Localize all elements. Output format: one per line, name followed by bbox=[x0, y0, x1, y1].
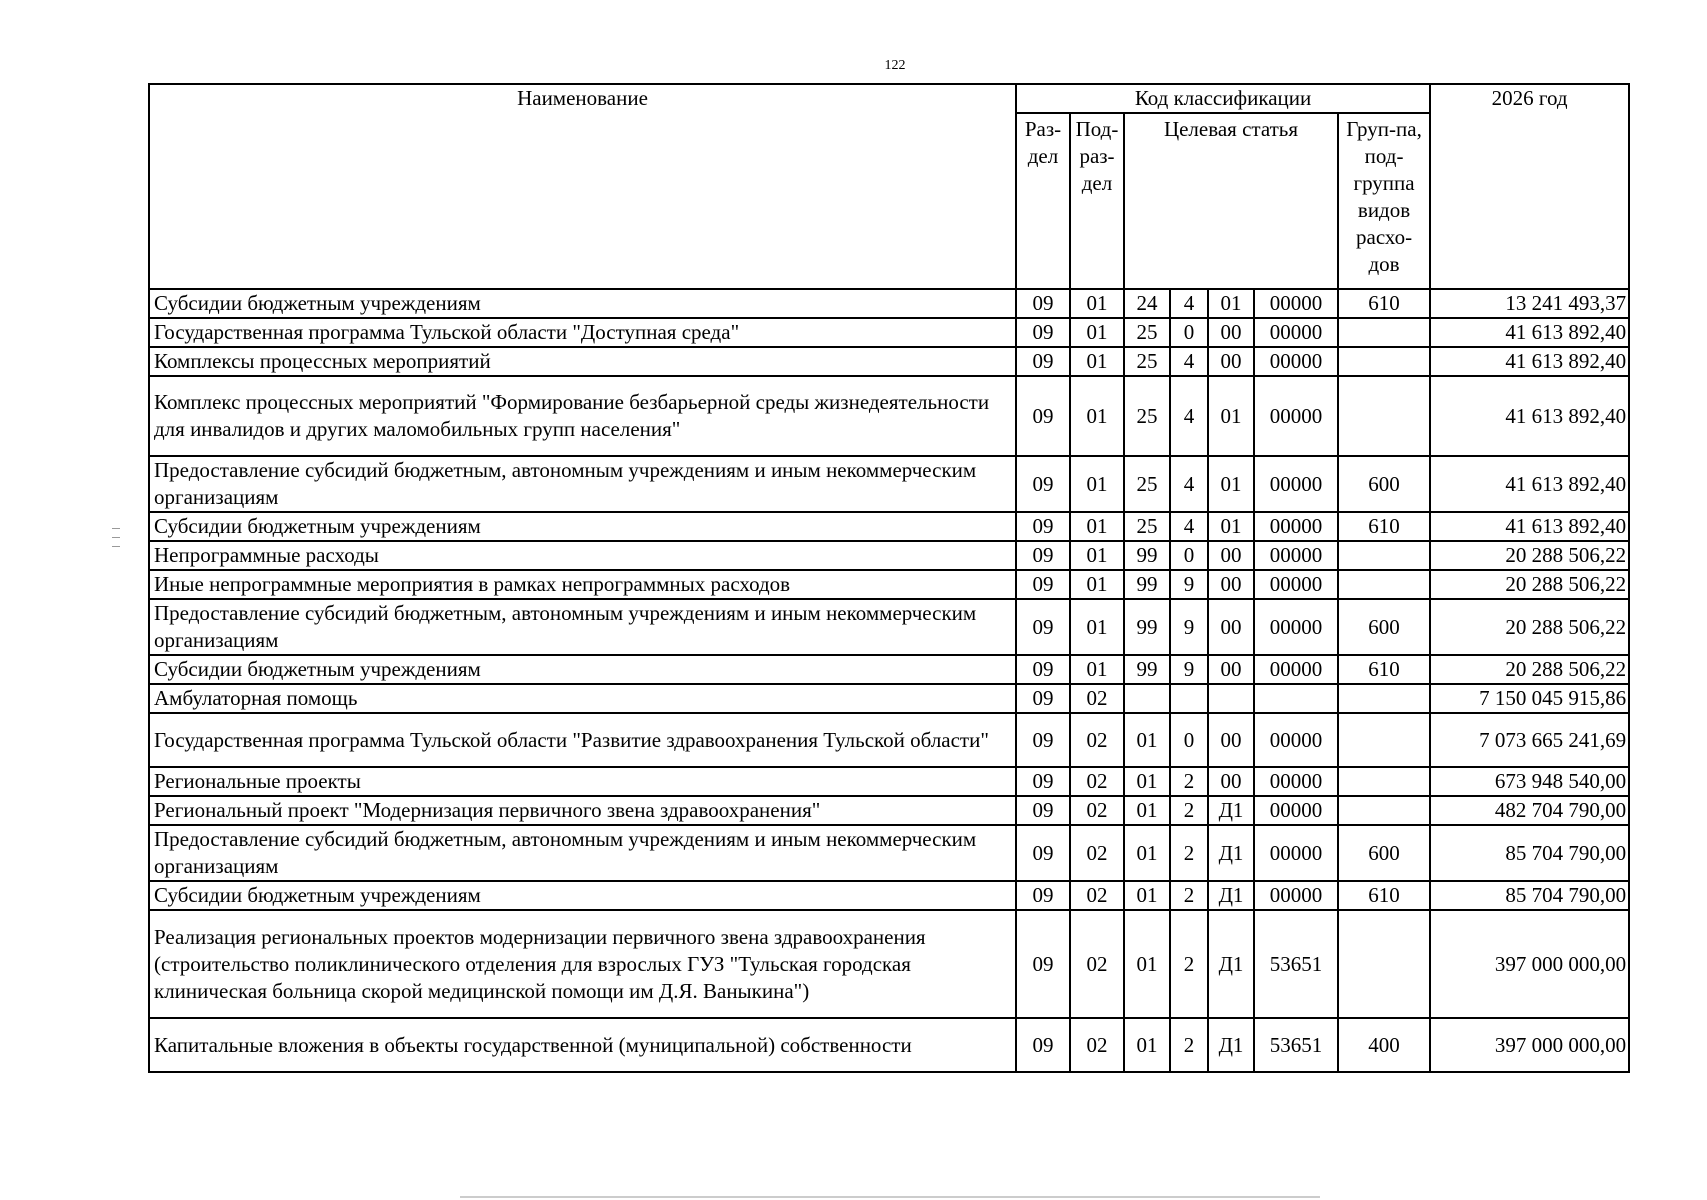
row-razdel: 09 bbox=[1016, 1018, 1070, 1072]
row-target-program: 99 bbox=[1124, 570, 1170, 599]
table-row bbox=[149, 910, 1629, 1018]
row-amount: 41 613 892,40 bbox=[1430, 318, 1629, 347]
row-amount: 20 288 506,22 bbox=[1430, 655, 1629, 684]
row-amount: 41 613 892,40 bbox=[1430, 512, 1629, 541]
row-target-direction: 53651 bbox=[1254, 910, 1338, 1018]
header-podrazdel: Под-раз-дел bbox=[1070, 113, 1124, 289]
table-row bbox=[149, 655, 1629, 684]
row-podrazdel: 02 bbox=[1070, 796, 1124, 825]
row-target-type: 4 bbox=[1170, 347, 1208, 376]
row-target-program: 01 bbox=[1124, 825, 1170, 881]
header-name: Наименование bbox=[149, 84, 1016, 289]
table-row bbox=[149, 318, 1629, 347]
row-target-direction: 00000 bbox=[1254, 456, 1338, 512]
header-target: Целевая статья bbox=[1124, 113, 1338, 289]
row-razdel: 09 bbox=[1016, 684, 1070, 713]
row-target-direction: 00000 bbox=[1254, 796, 1338, 825]
row-name: Государственная программа Тульской области "Развитие здравоохранения Тульской области" bbox=[149, 713, 1016, 767]
row-target-type: 4 bbox=[1170, 376, 1208, 456]
page-number: 122 bbox=[884, 58, 906, 73]
row-target-program: 01 bbox=[1124, 796, 1170, 825]
row-razdel: 09 bbox=[1016, 655, 1070, 684]
row-name: Предоставление субсидий бюджетным, автономным учреждениям и иным некоммерческим организациям bbox=[149, 599, 1016, 655]
row-podrazdel: 01 bbox=[1070, 376, 1124, 456]
row-target-program: 25 bbox=[1124, 347, 1170, 376]
row-target-direction: 00000 bbox=[1254, 318, 1338, 347]
table-row bbox=[149, 512, 1629, 541]
row-amount: 397 000 000,00 bbox=[1430, 910, 1629, 1018]
row-target-type: 0 bbox=[1170, 713, 1208, 767]
row-target-direction: 53651 bbox=[1254, 1018, 1338, 1072]
row-target-program: 01 bbox=[1124, 713, 1170, 767]
table-row bbox=[149, 767, 1629, 796]
row-target-item: 00 bbox=[1208, 347, 1254, 376]
row-target-type: 4 bbox=[1170, 456, 1208, 512]
row-target-program: 25 bbox=[1124, 512, 1170, 541]
row-amount: 85 704 790,00 bbox=[1430, 825, 1629, 881]
row-target-type: 9 bbox=[1170, 655, 1208, 684]
row-target-item: 00 bbox=[1208, 767, 1254, 796]
row-podrazdel: 01 bbox=[1070, 570, 1124, 599]
header-code-group: Код классификации bbox=[1016, 84, 1430, 113]
row-target-direction: 00000 bbox=[1254, 881, 1338, 910]
row-amount: 20 288 506,22 bbox=[1430, 599, 1629, 655]
row-target-direction bbox=[1254, 684, 1338, 713]
row-podrazdel: 01 bbox=[1070, 318, 1124, 347]
table-row bbox=[149, 347, 1629, 376]
row-podrazdel: 01 bbox=[1070, 347, 1124, 376]
row-razdel: 09 bbox=[1016, 376, 1070, 456]
header-razdel: Раз-дел bbox=[1016, 113, 1070, 289]
row-target-item: 00 bbox=[1208, 318, 1254, 347]
row-razdel: 09 bbox=[1016, 910, 1070, 1018]
row-name: Региональный проект "Модернизация первичного звена здравоохранения" bbox=[149, 796, 1016, 825]
row-expense-group bbox=[1338, 713, 1430, 767]
row-amount: 85 704 790,00 bbox=[1430, 881, 1629, 910]
row-expense-group bbox=[1338, 570, 1430, 599]
row-razdel: 09 bbox=[1016, 881, 1070, 910]
row-expense-group bbox=[1338, 767, 1430, 796]
row-amount: 13 241 493,37 bbox=[1430, 289, 1629, 318]
row-target-program: 01 bbox=[1124, 1018, 1170, 1072]
row-target-item: 00 bbox=[1208, 570, 1254, 599]
row-target-item: 01 bbox=[1208, 376, 1254, 456]
row-target-direction: 00000 bbox=[1254, 767, 1338, 796]
row-target-item: Д1 bbox=[1208, 825, 1254, 881]
row-target-direction: 00000 bbox=[1254, 599, 1338, 655]
row-amount: 20 288 506,22 bbox=[1430, 570, 1629, 599]
row-razdel: 09 bbox=[1016, 289, 1070, 318]
budget-table bbox=[148, 83, 1630, 1073]
table-row bbox=[149, 881, 1629, 910]
row-target-item: Д1 bbox=[1208, 1018, 1254, 1072]
row-podrazdel: 01 bbox=[1070, 655, 1124, 684]
row-target-program: 01 bbox=[1124, 767, 1170, 796]
row-podrazdel: 02 bbox=[1070, 825, 1124, 881]
table-row bbox=[149, 541, 1629, 570]
row-target-item: 00 bbox=[1208, 655, 1254, 684]
row-razdel: 09 bbox=[1016, 825, 1070, 881]
table-row bbox=[149, 456, 1629, 512]
row-target-item: Д1 bbox=[1208, 910, 1254, 1018]
table-row bbox=[149, 825, 1629, 881]
row-name: Субсидии бюджетным учреждениям bbox=[149, 881, 1016, 910]
table-row bbox=[149, 376, 1629, 456]
row-target-item: 00 bbox=[1208, 713, 1254, 767]
row-name: Реализация региональных проектов модернизации первичного звена здравоохранения (строительство поликлинического отделения для взрослых ГУЗ "Тульская городская клиническая больница скорой медицинской помощи им Д.Я. Ваныкина") bbox=[149, 910, 1016, 1018]
row-target-program: 99 bbox=[1124, 655, 1170, 684]
row-expense-group bbox=[1338, 347, 1430, 376]
row-razdel: 09 bbox=[1016, 456, 1070, 512]
row-expense-group bbox=[1338, 910, 1430, 1018]
row-amount: 7 073 665 241,69 bbox=[1430, 713, 1629, 767]
row-podrazdel: 02 bbox=[1070, 684, 1124, 713]
row-razdel: 09 bbox=[1016, 796, 1070, 825]
row-expense-group: 610 bbox=[1338, 881, 1430, 910]
row-razdel: 09 bbox=[1016, 347, 1070, 376]
row-podrazdel: 01 bbox=[1070, 599, 1124, 655]
row-podrazdel: 01 bbox=[1070, 456, 1124, 512]
table-row bbox=[149, 289, 1629, 318]
row-expense-group: 610 bbox=[1338, 289, 1430, 318]
row-target-item: 00 bbox=[1208, 541, 1254, 570]
row-name: Непрограммные расходы bbox=[149, 541, 1016, 570]
scan-bottom-line bbox=[460, 1196, 1320, 1198]
row-name: Субсидии бюджетным учреждениям bbox=[149, 512, 1016, 541]
row-amount: 20 288 506,22 bbox=[1430, 541, 1629, 570]
row-target-type: 2 bbox=[1170, 825, 1208, 881]
row-expense-group bbox=[1338, 376, 1430, 456]
row-target-item: 00 bbox=[1208, 599, 1254, 655]
row-razdel: 09 bbox=[1016, 713, 1070, 767]
row-podrazdel: 01 bbox=[1070, 512, 1124, 541]
row-amount: 673 948 540,00 bbox=[1430, 767, 1629, 796]
row-podrazdel: 02 bbox=[1070, 767, 1124, 796]
row-expense-group bbox=[1338, 541, 1430, 570]
row-name: Капитальные вложения в объекты государственной (муниципальной) собственности bbox=[149, 1018, 1016, 1072]
row-name: Региональные проекты bbox=[149, 767, 1016, 796]
row-expense-group bbox=[1338, 684, 1430, 713]
row-expense-group: 600 bbox=[1338, 825, 1430, 881]
row-target-program: 25 bbox=[1124, 376, 1170, 456]
row-name: Комплексы процессных мероприятий bbox=[149, 347, 1016, 376]
row-name: Предоставление субсидий бюджетным, автономным учреждениям и иным некоммерческим организациям bbox=[149, 456, 1016, 512]
row-amount: 41 613 892,40 bbox=[1430, 376, 1629, 456]
header-group: Груп-па, под-группа видов расхо-дов bbox=[1338, 113, 1430, 289]
row-expense-group: 610 bbox=[1338, 655, 1430, 684]
row-razdel: 09 bbox=[1016, 541, 1070, 570]
row-name: Иные непрограммные мероприятия в рамках непрограммных расходов bbox=[149, 570, 1016, 599]
row-expense-group bbox=[1338, 796, 1430, 825]
row-target-program: 01 bbox=[1124, 910, 1170, 1018]
row-target-type: 0 bbox=[1170, 541, 1208, 570]
row-target-item: Д1 bbox=[1208, 881, 1254, 910]
row-podrazdel: 02 bbox=[1070, 881, 1124, 910]
row-amount: 7 150 045 915,86 bbox=[1430, 684, 1629, 713]
row-razdel: 09 bbox=[1016, 767, 1070, 796]
row-target-program bbox=[1124, 684, 1170, 713]
row-name: Государственная программа Тульской области "Доступная среда" bbox=[149, 318, 1016, 347]
row-podrazdel: 01 bbox=[1070, 289, 1124, 318]
row-target-type: 4 bbox=[1170, 512, 1208, 541]
row-target-direction: 00000 bbox=[1254, 541, 1338, 570]
row-target-item: 01 bbox=[1208, 512, 1254, 541]
row-podrazdel: 02 bbox=[1070, 713, 1124, 767]
row-name: Амбулаторная помощь bbox=[149, 684, 1016, 713]
row-target-direction: 00000 bbox=[1254, 512, 1338, 541]
row-name: Субсидии бюджетным учреждениям bbox=[149, 655, 1016, 684]
row-target-type: 2 bbox=[1170, 796, 1208, 825]
row-razdel: 09 bbox=[1016, 570, 1070, 599]
row-amount: 41 613 892,40 bbox=[1430, 456, 1629, 512]
table-row bbox=[149, 570, 1629, 599]
row-target-type: 4 bbox=[1170, 289, 1208, 318]
row-target-direction: 00000 bbox=[1254, 347, 1338, 376]
row-name: Комплекс процессных мероприятий "Формирование безбарьерной среды жизнедеятельности для инвалидов и других маломобильных групп населения" bbox=[149, 376, 1016, 456]
row-expense-group: 600 bbox=[1338, 456, 1430, 512]
row-amount: 482 704 790,00 bbox=[1430, 796, 1629, 825]
row-target-item: 01 bbox=[1208, 289, 1254, 318]
table-row bbox=[149, 713, 1629, 767]
row-target-program: 99 bbox=[1124, 541, 1170, 570]
row-target-item: 01 bbox=[1208, 456, 1254, 512]
scan-edge-marks bbox=[112, 520, 128, 560]
table-row bbox=[149, 1018, 1629, 1072]
row-target-type: 9 bbox=[1170, 570, 1208, 599]
row-target-type bbox=[1170, 684, 1208, 713]
row-target-direction: 00000 bbox=[1254, 713, 1338, 767]
row-expense-group: 610 bbox=[1338, 512, 1430, 541]
row-target-item bbox=[1208, 684, 1254, 713]
table-row bbox=[149, 796, 1629, 825]
row-target-direction: 00000 bbox=[1254, 570, 1338, 599]
row-target-type: 0 bbox=[1170, 318, 1208, 347]
table-row bbox=[149, 599, 1629, 655]
row-razdel: 09 bbox=[1016, 318, 1070, 347]
table-row bbox=[149, 684, 1629, 713]
row-target-type: 2 bbox=[1170, 1018, 1208, 1072]
row-target-direction: 00000 bbox=[1254, 289, 1338, 318]
row-razdel: 09 bbox=[1016, 512, 1070, 541]
row-target-type: 2 bbox=[1170, 910, 1208, 1018]
row-target-direction: 00000 bbox=[1254, 376, 1338, 456]
row-target-type: 2 bbox=[1170, 881, 1208, 910]
row-name: Субсидии бюджетным учреждениям bbox=[149, 289, 1016, 318]
row-expense-group: 600 bbox=[1338, 599, 1430, 655]
row-podrazdel: 02 bbox=[1070, 910, 1124, 1018]
row-target-type: 9 bbox=[1170, 599, 1208, 655]
row-target-direction: 00000 bbox=[1254, 655, 1338, 684]
row-expense-group bbox=[1338, 318, 1430, 347]
row-amount: 397 000 000,00 bbox=[1430, 1018, 1629, 1072]
row-target-program: 01 bbox=[1124, 881, 1170, 910]
row-amount: 41 613 892,40 bbox=[1430, 347, 1629, 376]
row-podrazdel: 02 bbox=[1070, 1018, 1124, 1072]
row-target-type: 2 bbox=[1170, 767, 1208, 796]
row-target-program: 25 bbox=[1124, 318, 1170, 347]
row-expense-group: 400 bbox=[1338, 1018, 1430, 1072]
row-target-program: 24 bbox=[1124, 289, 1170, 318]
row-target-item: Д1 bbox=[1208, 796, 1254, 825]
row-target-program: 25 bbox=[1124, 456, 1170, 512]
row-razdel: 09 bbox=[1016, 599, 1070, 655]
row-podrazdel: 01 bbox=[1070, 541, 1124, 570]
header-year: 2026 год bbox=[1430, 84, 1629, 289]
row-target-program: 99 bbox=[1124, 599, 1170, 655]
row-target-direction: 00000 bbox=[1254, 825, 1338, 881]
row-name: Предоставление субсидий бюджетным, автономным учреждениям и иным некоммерческим организациям bbox=[149, 825, 1016, 881]
